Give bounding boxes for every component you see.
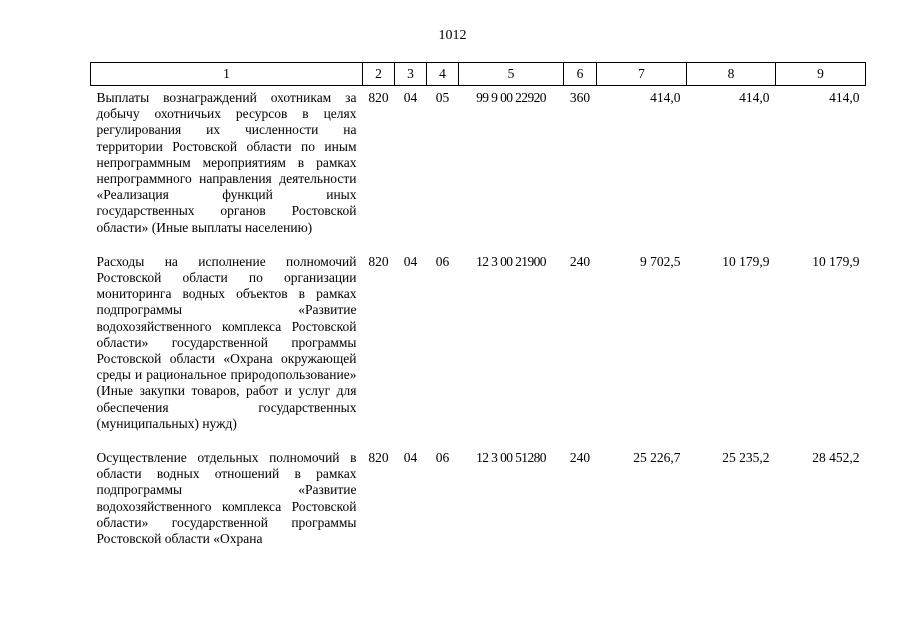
page-number: 1012 xyxy=(438,28,467,43)
table-header-row xyxy=(91,63,866,86)
header-col-5: 5 xyxy=(459,63,564,86)
row-amount-col8: 10 179,9 xyxy=(722,253,770,269)
row-ministry-code: 820 xyxy=(368,450,389,466)
row-amount-col9: 414,0 xyxy=(829,90,860,105)
row-description: Осуществление отдельных полномочий в области водных отношений в рамках подпрограммы «Развитие водохозяйственного комплекса Ростовской области» государственной программы Ростовской области «Охрана xyxy=(96,450,357,547)
row-amount-col7: 25 226,7 xyxy=(633,450,681,466)
row-amount-col9: 28 452,2 xyxy=(812,450,860,466)
row-amount-col7: 414,0 xyxy=(650,90,681,105)
header-col-9: 9 xyxy=(776,63,866,86)
row-amount-col9: 10 179,9 xyxy=(812,253,860,269)
row-description: Выплаты вознаграждений охотникам за добычу охотничьих ресурсов в целях регулирования их численности на территории Ростовской области по иным непрограммным мероприятиям в рамках непрограммного направления деятельности «Реализация функций иных государственных органов Ростовской области» (Иные выплаты населению) xyxy=(96,90,357,235)
row-subsection-code: 06 xyxy=(435,450,450,466)
row-target-code: 12 3 00 51280 xyxy=(476,450,546,466)
header-col-7: 7 xyxy=(597,63,687,86)
table-row xyxy=(91,446,866,561)
header-col-4: 4 xyxy=(427,63,459,86)
row-subsection-code: 06 xyxy=(435,253,450,269)
row-target-code: 12 3 00 21900 xyxy=(476,253,546,269)
row-target-code: 99 9 00 22920 xyxy=(476,90,546,105)
row-section-code: 04 xyxy=(403,450,418,466)
row-ministry-code: 820 xyxy=(368,253,389,269)
header-col-8: 8 xyxy=(687,63,776,86)
header-col-1: 1 xyxy=(91,63,363,86)
row-expense-type: 360 xyxy=(569,90,591,105)
header-col-2: 2 xyxy=(363,63,395,86)
row-section-code: 04 xyxy=(403,90,418,105)
row-expense-type: 240 xyxy=(569,450,591,466)
table-row xyxy=(91,86,866,250)
header-col-6: 6 xyxy=(564,63,597,86)
row-subsection-code: 05 xyxy=(435,90,450,105)
table-row xyxy=(91,250,866,446)
row-expense-type: 240 xyxy=(569,253,591,269)
row-amount-col7: 9 702,5 xyxy=(640,253,681,269)
row-section-code: 04 xyxy=(403,253,418,269)
row-amount-col8: 25 235,2 xyxy=(722,450,770,466)
header-col-3: 3 xyxy=(395,63,427,86)
row-amount-col8: 414,0 xyxy=(739,90,770,105)
row-description: Расходы на исполнение полномочий Ростовской области по организации мониторинга водных объектов в рамках подпрограммы «Развитие водохозяйственного комплекса Ростовской области» государственной программы Ростовской области «Охрана окружающей среды и рациональное природопользование» (Иные закупки товаров, работ и услуг для обеспечения государственных (муниципальных) нужд) xyxy=(96,253,357,431)
row-ministry-code: 820 xyxy=(368,90,389,105)
budget-table xyxy=(90,62,866,561)
